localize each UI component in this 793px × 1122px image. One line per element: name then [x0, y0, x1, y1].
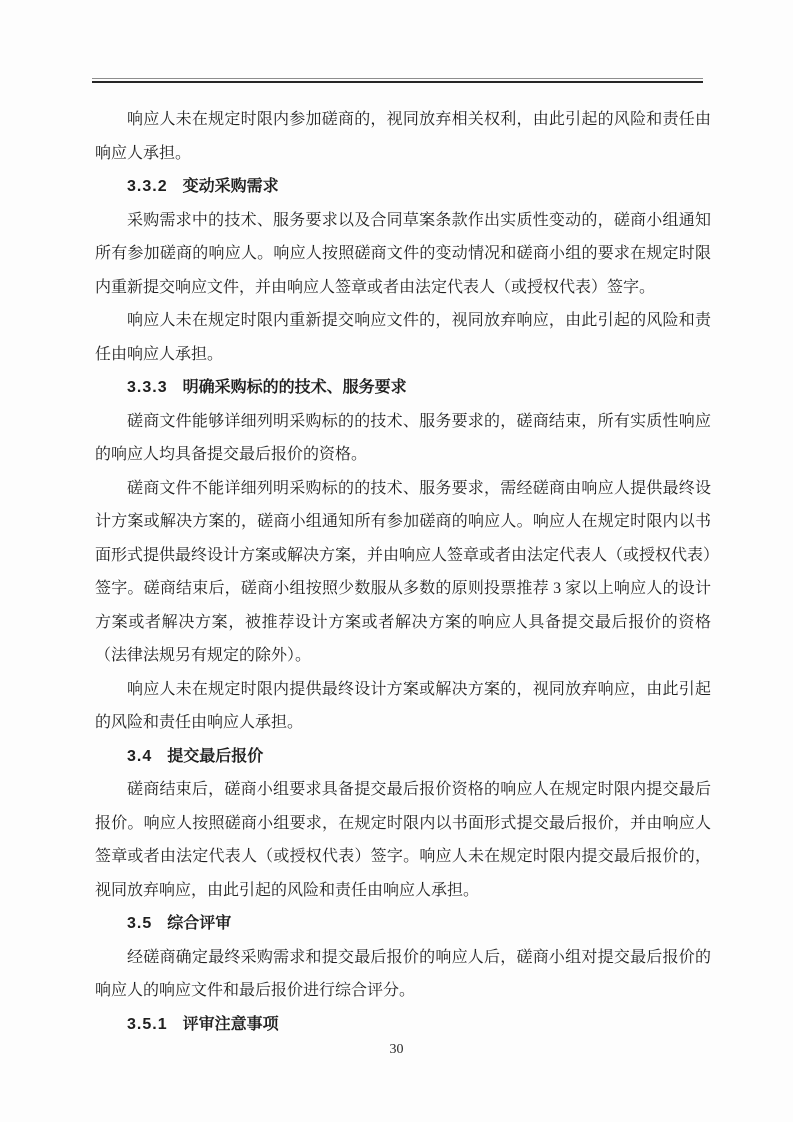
section-heading-3-3-2 — [95, 170, 711, 204]
paragraph-3-3-3-3: 响应人未在规定时限内提供最终设计方案或解决方案的，视同放弃响应，由此引起的风险和责任由响应人承担。 — [95, 680, 711, 731]
document-body — [95, 103, 711, 1041]
paragraph-3-3-3-1: 磋商文件能够详细列明采购标的的技术、服务要求的，磋商结束，所有实质性响应的响应人均具备提交最后报价的资格。 — [95, 412, 711, 463]
section-number: 3.5 — [127, 915, 153, 932]
section-number: 3.3.3 — [127, 379, 168, 396]
section-heading-3-5 — [95, 907, 711, 941]
paragraph-intro: 响应人未在规定时限内参加磋商的，视同放弃相关权利，由此引起的风险和责任由响应人承担。 — [95, 111, 711, 162]
header-rule-thick — [92, 81, 703, 83]
paragraph-3-4-1: 磋商结束后，磋商小组要求具备提交最后报价资格的响应人在规定时限内提交最后报价。响应人按照磋商小组要求，在规定时限内以书面形式提交最后报价，并由响应人签章或者由法定代表人（或授权代表）签字。响应人未在规定时限内提交最后报价的，视同放弃响应，由此引起的风险和责任由响应人承担。 — [95, 781, 711, 899]
section-number: 3.3.2 — [127, 178, 168, 195]
section-heading-3-3-3 — [95, 371, 711, 405]
page-number: 30 — [389, 1042, 404, 1057]
section-heading-3-4 — [95, 740, 711, 774]
header-rule — [92, 78, 703, 83]
paragraph-3-5-1: 经磋商确定最终采购需求和提交最后报价的响应人后，磋商小组对提交最后报价的响应人的响应文件和最后报价进行综合评分。 — [95, 948, 711, 999]
paragraph-3-3-2-1: 采购需求中的技术、服务要求以及合同草案条款作出实质性变动的，磋商小组通知所有参加磋商的响应人。响应人按照磋商文件的变动情况和磋商小组的要求在规定时限内重新提交响应文件，并由响应人签章或者由法定代表人（或授权代表）签字。 — [95, 211, 711, 296]
paragraph-3-3-2-2: 响应人未在规定时限内重新提交响应文件的，视同放弃响应，由此引起的风险和责任由响应人承担。 — [95, 312, 711, 363]
section-number: 3.5.1 — [127, 1015, 168, 1033]
section-title: 综合评审 — [167, 915, 232, 932]
section-title: 变动采购需求 — [182, 178, 279, 195]
section-title: 提交最后报价 — [167, 747, 264, 765]
section-title: 评审注意事项 — [182, 1015, 279, 1033]
section-heading-3-5-1 — [95, 1008, 711, 1042]
paragraph-3-3-3-2: 磋商文件不能详细列明采购标的的技术、服务要求，需经磋商由响应人提供最终设计方案或解决方案的，磋商小组通知所有参加磋商的响应人。响应人在规定时限内以书面形式提供最终设计方案或解决方案，并由响应人签章或者由法定代表人（或授权代表）签字。磋商结束后，磋商小组按照少数服从多数的原则投票推荐 3 家以上响应人的设计方案或者解决方案，被推荐设计方案或者解决方案的响应人具备提交最后报价的资格（法律法规另有规定的除外）。 — [95, 479, 712, 664]
section-number: 3.4 — [127, 747, 153, 765]
section-title: 明确采购标的的技术、服务要求 — [182, 379, 407, 396]
header-rule-thin — [92, 78, 703, 79]
